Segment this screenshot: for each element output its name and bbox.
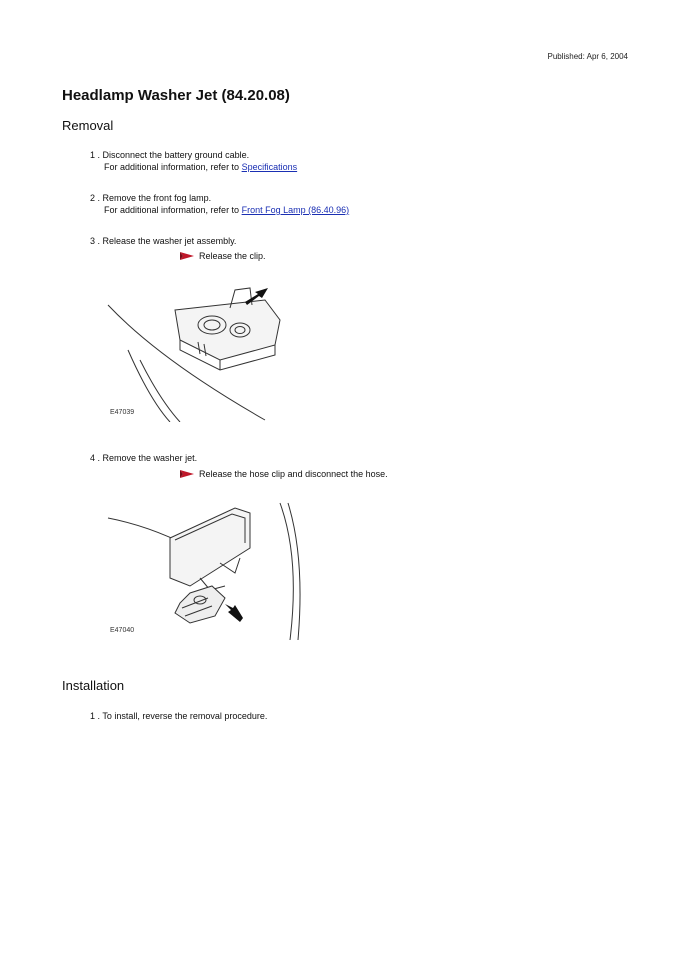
red-arrow-icon <box>180 251 194 261</box>
bullet-text: Release the clip. <box>199 251 266 261</box>
removal-step-4 <box>90 452 197 464</box>
front-fog-lamp-link[interactable]: Front Fog Lamp (86.40.96) <box>241 205 350 215</box>
installation-heading: Installation <box>62 678 125 693</box>
step-text: Remove the front fog lamp. <box>102 193 212 203</box>
info-prefix: For additional information, refer to <box>104 162 240 172</box>
installation-step-1 <box>90 710 267 722</box>
step-number: 1 . <box>90 150 101 160</box>
bullet-text: Release the hose clip and disconnect the hose. <box>199 469 388 479</box>
step-text: To install, reverse the removal procedure. <box>102 711 268 721</box>
specifications-link[interactable]: Specifications <box>241 162 298 172</box>
step-3-bullet <box>180 250 266 262</box>
step-info <box>90 204 349 216</box>
published-date: Published: Apr 6, 2004 <box>547 52 628 61</box>
info-prefix: For additional information, refer to <box>104 205 240 215</box>
step-info <box>90 161 297 173</box>
page-title: Headlamp Washer Jet (84.20.08) <box>62 87 290 104</box>
removal-step-3 <box>90 235 236 247</box>
figure-label: E47039 <box>110 409 135 416</box>
red-arrow-icon <box>180 469 194 479</box>
step-number: 1 . <box>90 711 101 721</box>
removal-step-2 <box>90 192 349 216</box>
step-number: 2 . <box>90 193 101 203</box>
step-text: Disconnect the battery ground cable. <box>102 150 250 160</box>
step-number: 4 . <box>90 453 101 463</box>
washer-jet-hose-figure <box>100 498 305 640</box>
removal-heading: Removal <box>62 118 114 133</box>
step-text: Release the washer jet assembly. <box>102 236 237 246</box>
step-4-bullet <box>180 468 388 480</box>
figure-label: E47040 <box>110 627 135 634</box>
removal-step-1 <box>90 149 297 173</box>
washer-jet-clip-figure <box>100 280 300 422</box>
step-number: 3 . <box>90 236 101 246</box>
step-text: Remove the washer jet. <box>102 453 198 463</box>
